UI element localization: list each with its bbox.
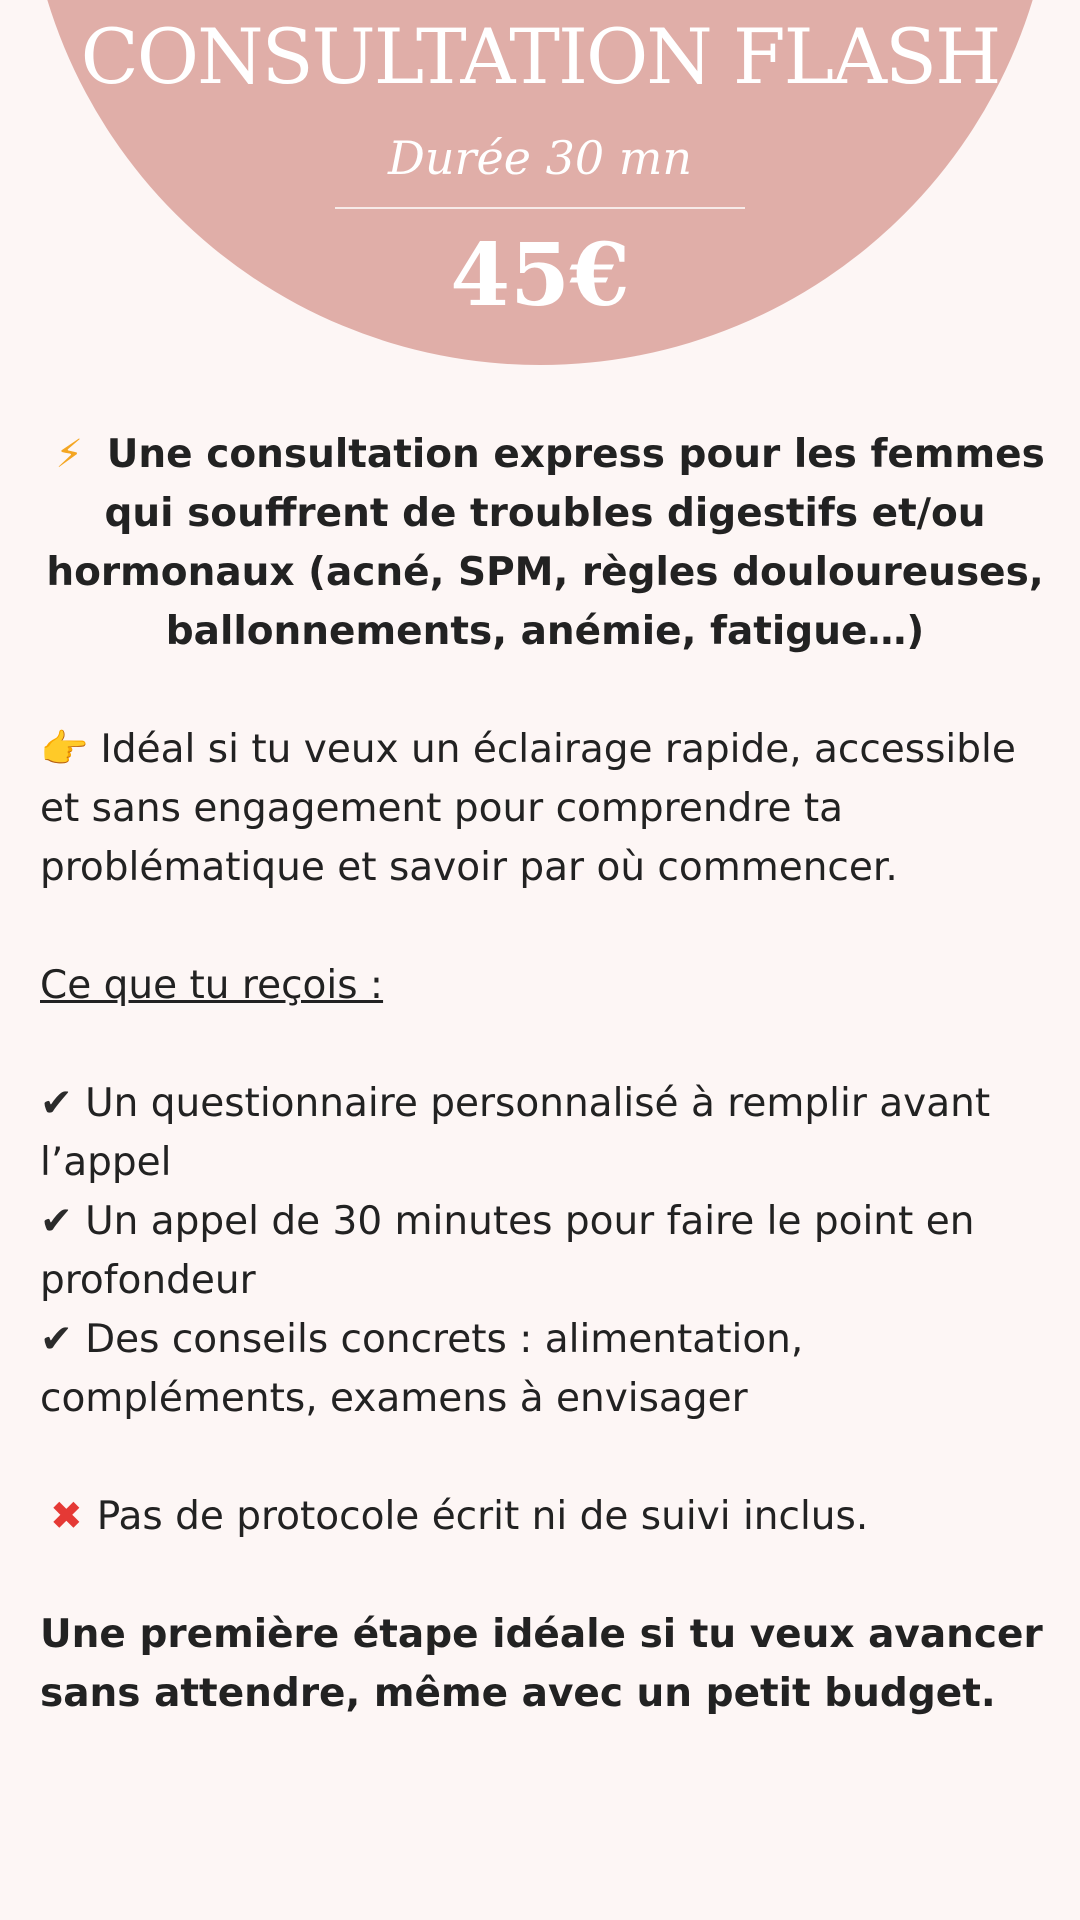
cross-icon: ✖	[50, 1494, 83, 1539]
receive-item-text: Un questionnaire personnalisé à remplir avant l’appel	[40, 1081, 991, 1185]
intro-text: Une consultation express pour les femmes qui souffrent de troubles digestifs et/ou hormonaux (acné, SPM, règles douloureuses, ballonnements, anémie, fatigue…)	[46, 432, 1045, 654]
receive-item	[40, 1074, 1050, 1192]
header-price: 45€	[450, 225, 630, 326]
check-icon: ✔	[40, 1317, 73, 1362]
ideal-text: Idéal si tu veux un éclairage rapide, accessible et sans engagement pour comprendre ta problématique et savoir par où commencer.	[40, 727, 1016, 890]
content	[40, 425, 1050, 1723]
check-icon: ✔	[40, 1081, 73, 1126]
receive-item-text: Des conseils concrets : alimentation, compléments, examens à envisager	[40, 1317, 804, 1421]
receive-item	[40, 1192, 1050, 1310]
header-divider	[335, 207, 745, 209]
lightning-icon: ⚡	[55, 432, 83, 477]
receive-item	[40, 1310, 1050, 1428]
closing-paragraph: Une première étape idéale si tu veux avancer sans attendre, même avec un petit budget.	[40, 1612, 1043, 1716]
intro-paragraph	[40, 425, 1050, 661]
ideal-paragraph	[40, 720, 1050, 897]
header-title: CONSULTATION FLASH	[80, 12, 1000, 101]
pointing-hand-icon: 👉	[40, 727, 89, 772]
header-duration: Durée 30 mn	[388, 131, 692, 185]
exclusion-paragraph	[40, 1487, 1050, 1546]
check-icon: ✔	[40, 1199, 73, 1244]
exclusion-text: Pas de protocole écrit ni de suivi inclus.	[96, 1494, 869, 1539]
receive-heading: Ce que tu reçois :	[40, 963, 384, 1008]
receive-item-text: Un appel de 30 minutes pour faire le point en profondeur	[40, 1199, 975, 1303]
